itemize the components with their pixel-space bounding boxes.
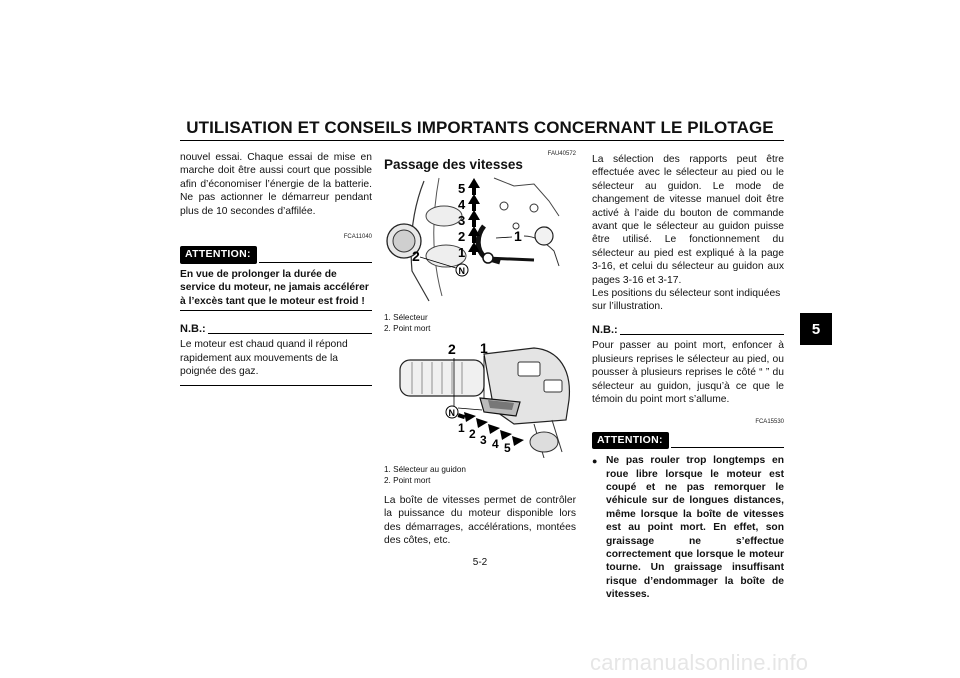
right-column	[592, 153, 784, 602]
positions-paragraph: Les positions du sélecteur sont indiquées sur l’illustration.	[592, 288, 781, 313]
figure2-captions	[384, 464, 574, 486]
nb-label-right: N.B.:	[592, 323, 618, 336]
figure1-captions	[384, 312, 574, 334]
page-number: 5-2	[472, 557, 488, 568]
figure2-callout-1: 1	[480, 340, 488, 356]
figure2-gear-label: 4	[492, 437, 499, 451]
attention-bullet	[592, 454, 784, 601]
figure2-gear-label: 3	[480, 433, 487, 447]
header-rule	[180, 140, 784, 141]
section-code: FAU40572	[547, 151, 576, 157]
figure1-gear-label: 1	[458, 245, 466, 260]
figure2-gear-label: 5	[504, 441, 511, 455]
figure1-gear-label: 2	[458, 229, 466, 244]
nb-heading-right	[592, 324, 784, 337]
figure1-gear-label: 3	[458, 213, 466, 228]
figure1-gear-label: 4	[458, 197, 466, 212]
selection-paragraph: La sélection des rapports peut être effectuée avec le sélecteur au pied ou le sélecteur au guidon. Le mode de changement de vitesse manuel doit être activé à l’aide du bouton de commande avant que le sélecteur au guidon puisse être utilisé. Le fonctionnement du sélecteur au pied est expliqué à la page 3-16, et celui du sélecteur au guidon aux pages 3-16 et 3-17.	[592, 154, 784, 286]
bullet-icon: ●	[592, 456, 598, 467]
section-title: Passage des vitesses	[384, 157, 523, 172]
figure1-callout-1: 1	[514, 228, 522, 244]
nb-heading	[180, 323, 372, 336]
figure2-neutral-label: N	[448, 408, 455, 418]
attention-heading-right	[592, 432, 784, 449]
attention-code-right: FCA15530	[755, 419, 784, 426]
chapter-tab: 5	[800, 313, 832, 345]
left-column	[180, 151, 372, 386]
attention-text: En vue de prolonger la durée de service du moteur, ne jamais accélérer à l’excès tant que le moteur est froid !	[180, 268, 369, 307]
figure2-gear-label: 1	[458, 421, 465, 435]
page-header-title: UTILISATION ET CONSEILS IMPORTANTS CONCERNANT LE PILOTAGE	[186, 118, 774, 137]
attention-code: FCA11040	[343, 234, 372, 241]
middle-body	[384, 494, 576, 548]
attention-badge-right: ATTENTION:	[592, 432, 669, 449]
attention-heading	[180, 246, 372, 263]
attention-badge: ATTENTION:	[180, 246, 257, 263]
attention-end-rule	[180, 310, 372, 311]
nb-text-right: Pour passer au point mort, enfoncer à plusieurs reprises le sélecteur au pied, ou pousser à plusieurs reprises le côté “ ” du sélecteur au guidon, jusqu’à ce que le témoin du point mort s’allume.	[592, 340, 784, 405]
figure2-caption: 1. Sélecteur au guidon	[384, 465, 466, 474]
figure1-gear-label: 5	[458, 181, 466, 196]
foot-shifter-illustration	[384, 176, 574, 304]
attention-text-right: Ne pas rouler trop longtemps en roue libre lorsque le moteur est coupé et ne pas remorquer le véhicule sur de longues distances, même lorsque la boîte de vitesses est au point mort. En effet, son graissage ne s’effectue correctement que lorsque le moteur tourne. Un graissage insuffisant risque d’endommager la boîte de vitesses.	[606, 455, 784, 601]
figure1-callout-2: 2	[412, 248, 420, 264]
figure2-gear-label: 2	[469, 427, 476, 441]
nb-end-rule	[180, 385, 372, 386]
nb-label: N.B.:	[180, 323, 206, 336]
gearbox-paragraph: La boîte de vitesses permet de contrôler la puissance du moteur disponible lors des démarrages, accélérations, montées des côtes, etc.	[384, 495, 576, 547]
figure1-caption: 2. Point mort	[384, 324, 431, 333]
figure2-caption: 2. Point mort	[384, 476, 431, 485]
middle-column	[384, 151, 576, 172]
figure1-caption: 1. Sélecteur	[384, 313, 428, 322]
nb-text: Le moteur est chaud quand il répond rapidement aux mouvements de la poignée des gaz.	[180, 339, 348, 378]
figure1-neutral-label: N	[458, 266, 465, 276]
figure2-callout-2: 2	[448, 341, 456, 357]
handlebar-shifter-illustration	[384, 340, 576, 458]
intro-paragraph: nouvel essai. Chaque essai de mise en marche doit être aussi court que possible afin d’économiser l’énergie de la batterie. Ne pas actionner le démarreur pendant plus de 10 secondes d’affilée.	[180, 152, 372, 217]
watermark: carmanualsonline.info	[590, 650, 809, 675]
